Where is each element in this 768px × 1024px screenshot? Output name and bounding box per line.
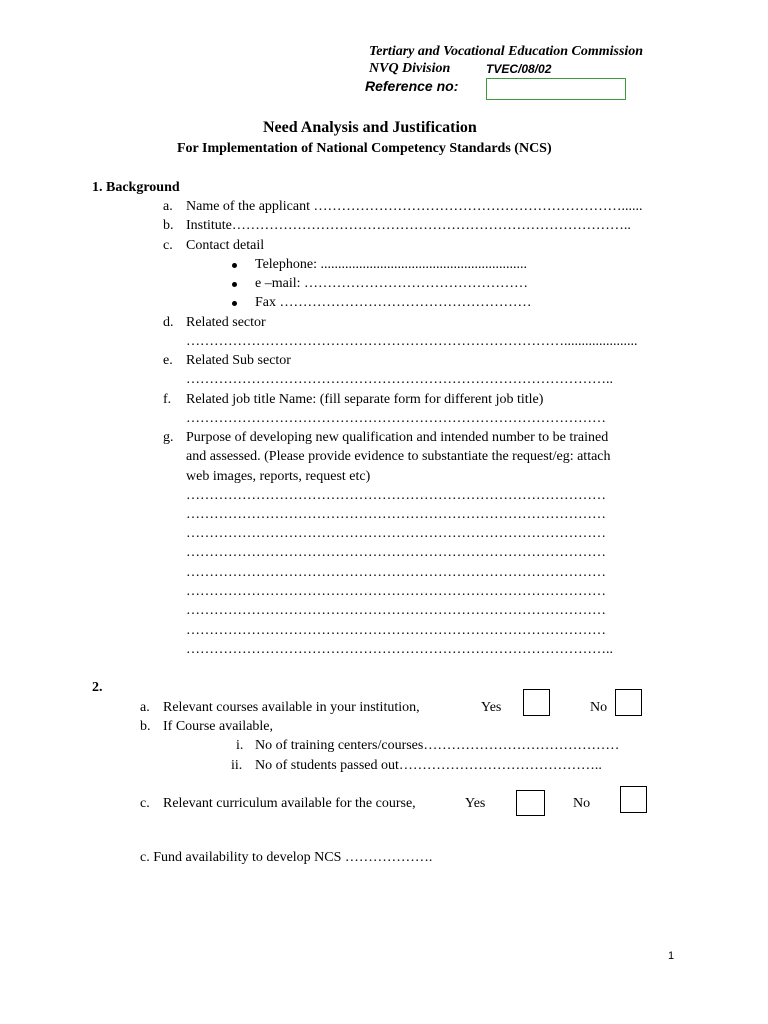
page-title: Need Analysis and Justification [263,119,477,136]
job-title-label: Related job title Name: (fill separate form for different job title) [186,392,544,407]
training-centers-field[interactable]: No of training centers/courses…………………………………… [255,738,620,753]
purpose-line[interactable]: ……………………………………………………………………………… [186,584,606,599]
fund-availability-field[interactable]: c. Fund availability to develop NCS ………………. [140,850,433,865]
purpose-line[interactable]: ……………………………………………………………………………… [186,507,606,522]
curriculum-available-label: Relevant curriculum available for the course, [163,796,416,811]
related-subsector-label: Related Sub sector [186,353,291,368]
purpose-label-cont: web images, reports, request etc) [186,469,371,484]
yes-label: Yes [465,796,486,811]
purpose-line[interactable]: ……………………………………………………………………………… [186,623,606,638]
page-subtitle: For Implementation of National Competency Standards (NCS) [177,141,552,156]
item-marker-b: b. [163,218,174,233]
organization-name: Tertiary and Vocational Education Commission [369,44,644,59]
contact-detail-label: Contact detail [186,238,265,253]
item-marker-c: c. [163,238,173,253]
related-sector-field[interactable]: ………………………………………………………………………..................... [186,334,638,349]
purpose-label: Purpose of developing new qualification and intended number to be trained [186,430,609,445]
related-sector-label: Related sector [186,315,266,330]
purpose-line[interactable]: ……………………………………………………………………………… [186,488,606,503]
courses-yes-checkbox[interactable] [523,689,550,716]
bullet-icon [232,263,237,268]
item-marker-ii: ii. [231,758,243,773]
item-marker-f: f. [163,392,172,407]
bullet-icon [232,282,237,287]
curriculum-no-checkbox[interactable] [620,786,647,813]
fax-field[interactable]: Fax ……………………………………………… [255,295,532,310]
institute-field[interactable]: Institute………………………………………………………………………….. [186,218,631,233]
form-code: TVEC/08/02 [486,62,552,76]
item-marker-i: i. [236,738,244,753]
bullet-icon [232,301,237,306]
applicant-name-field[interactable]: Name of the applicant …………………………………………………………...... [186,199,643,214]
section-2-heading: 2. [92,680,103,695]
purpose-line[interactable]: ……………………………………………………………………………….. [186,642,613,657]
item-marker-d: d. [163,315,174,330]
item-marker-2a: a. [140,700,150,715]
section-1-heading: 1. Background [92,180,180,195]
purpose-line[interactable]: ……………………………………………………………………………… [186,526,606,541]
item-marker-e: e. [163,353,173,368]
division-name: NVQ Division [369,61,451,76]
courses-available-label: Relevant courses available in your institution, [163,700,420,715]
course-available-label: If Course available, [163,719,274,734]
courses-no-checkbox[interactable] [615,689,642,716]
reference-input-box[interactable] [486,78,626,100]
job-title-field[interactable]: ……………………………………………………………………………… [186,411,606,426]
students-passed-field[interactable]: No of students passed out…………………………………….. [255,758,602,773]
purpose-line[interactable]: ……………………………………………………………………………… [186,603,606,618]
yes-label: Yes [481,700,502,715]
item-marker-2c: c. [140,796,150,811]
telephone-field[interactable]: Telephone: ........................................................... [255,257,527,272]
item-marker-2b: b. [140,719,151,734]
reference-label: Reference no: [365,78,459,94]
no-label: No [590,700,608,715]
item-marker-g: g. [163,430,174,445]
related-subsector-field[interactable]: ……………………………………………………………………………….. [186,372,613,387]
purpose-line[interactable]: ……………………………………………………………………………… [186,565,606,580]
page-number: 1 [668,950,675,962]
purpose-label-cont: and assessed. (Please provide evidence to substantiate the request/eg: attach [186,449,611,464]
email-field[interactable]: e –mail: ………………………………………… [255,276,528,291]
no-label: No [573,796,591,811]
curriculum-yes-checkbox[interactable] [516,790,545,816]
item-marker-a: a. [163,199,173,214]
purpose-line[interactable]: ……………………………………………………………………………… [186,545,606,560]
